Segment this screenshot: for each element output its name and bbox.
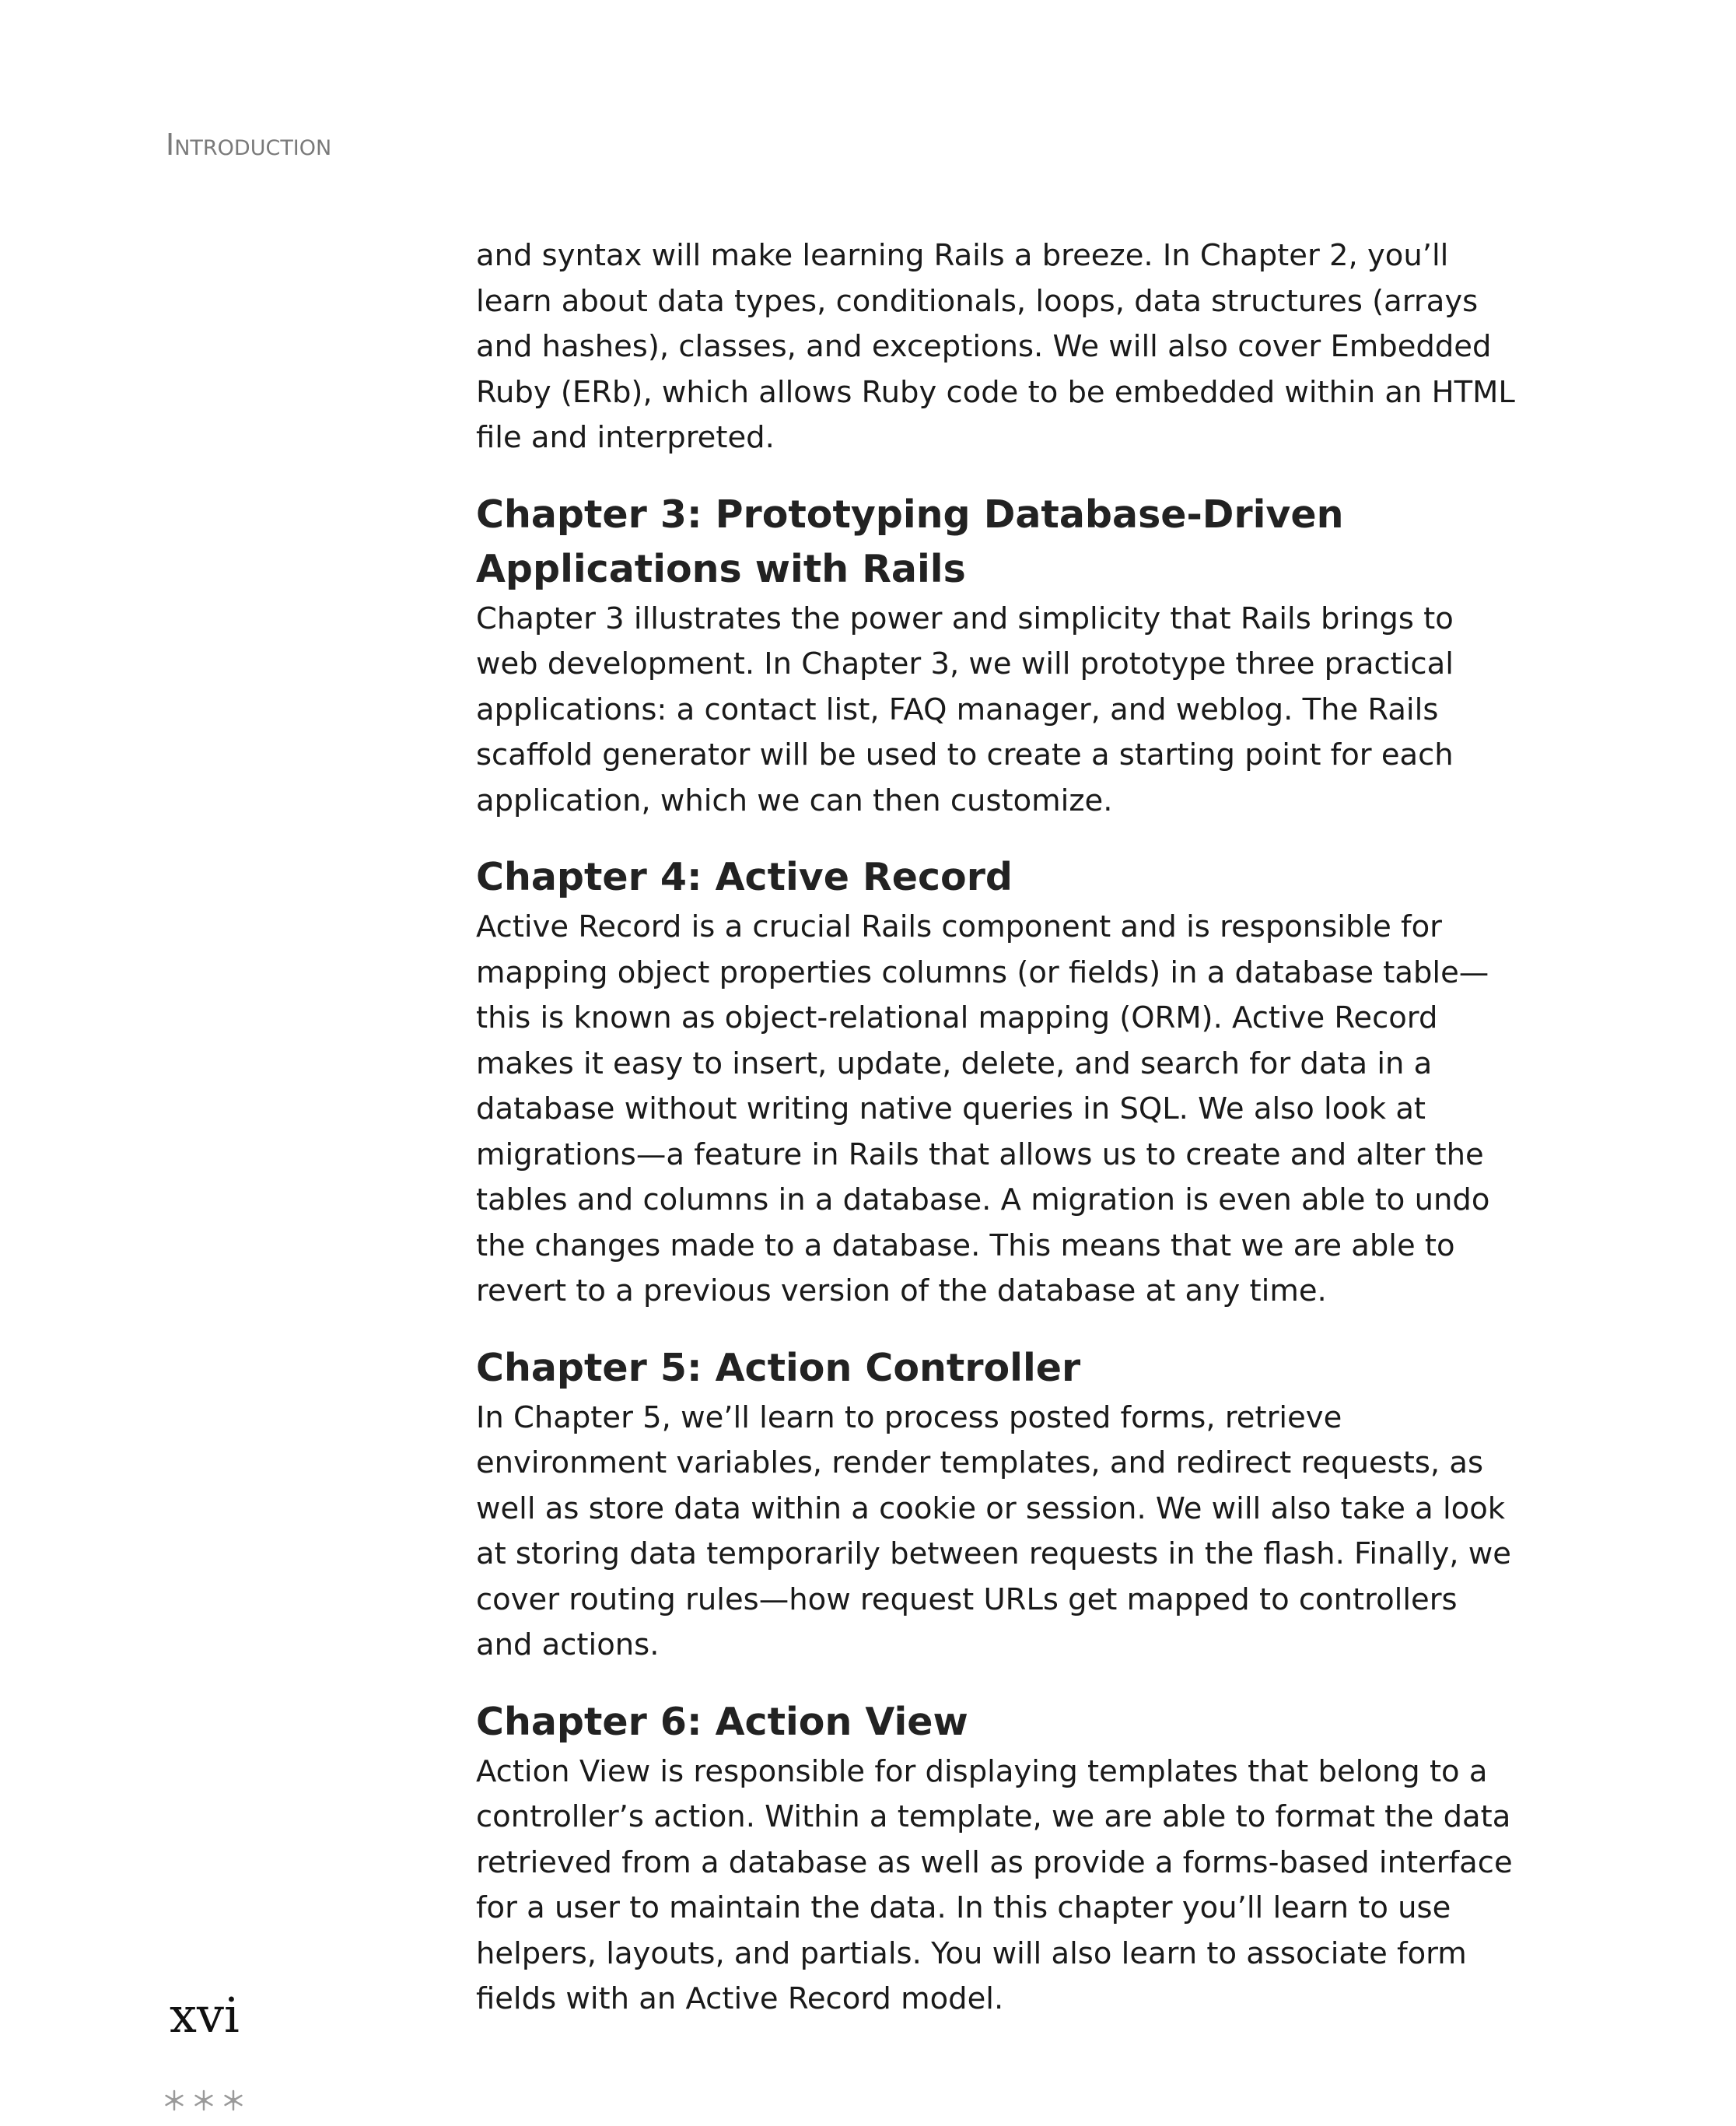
chapter-3-heading-line2: Applications with Rails xyxy=(476,546,966,591)
chapter-3-heading-line1: Chapter 3: Prototyping Database-Driven xyxy=(476,492,1344,537)
section-chapter-3 xyxy=(476,488,1518,825)
running-head: Introduction xyxy=(166,128,332,162)
page-content xyxy=(476,233,1518,2023)
ornament xyxy=(163,2089,244,2111)
chapter-5-body: In Chapter 5, we’ll learn to process posted forms, retrieve environment variables, render templates, and redirect requests, as well as store data within a cookie or session. We will also take a look at storing data temporarily between requests in the flash. Finally, we cover routing rules—how request URLs get mapped to controllers and actions. xyxy=(476,1399,1511,1662)
chapter-6-heading: Chapter 6: Action View xyxy=(476,1699,968,1744)
chapter-3-body: Chapter 3 illustrates the power and simplicity that Rails brings to web development. In Chapter 3, we will prototype three practical applications: a contact list, FAQ manager, and weblog. The Rails scaffold generator will be used to create a starting point for each application, which we can then customize. xyxy=(476,601,1454,818)
chapter-4-body: Active Record is a crucial Rails component and is responsible for mapping object properties columns (or fields) in a database table—this is known as object-relational mapping (ORM). Active Record makes it easy to insert, update, delete, and search for data in a database without writing native queries in SQL. We also look at migrations—a feature in Rails that allows us to create and alter the tables and columns in a database. A migration is even able to undo the changes made to a database. This means that we are able to revert to a previous version of the database at any time. xyxy=(476,909,1490,1308)
chapter-5-heading: Chapter 5: Action Controller xyxy=(476,1345,1081,1390)
snowflake-icon xyxy=(193,2089,215,2111)
chapter-6-body: Action View is responsible for displaying templates that belong to a controller’s action. Within a template, we are able to format the data retrieved from a database as well as provide a forms-based interface for a user to maintain the data. In this chapter you’ll learn to use helpers, layouts, and partials. You will also learn to associate form fields with an Active Record model. xyxy=(476,1753,1513,2016)
snowflake-icon xyxy=(222,2089,244,2111)
intro-paragraph: and syntax will make learning Rails a breeze. In Chapter 2, you’ll learn about data types, conditionals, loops, data structures (arrays and hashes), classes, and exceptions. We will also cover Embedded Ruby (ERb), which allows Ruby code to be embedded within an HTML file and interpreted. xyxy=(476,238,1515,455)
section-chapter-6 xyxy=(476,1695,1518,2023)
chapter-3-heading xyxy=(476,488,1518,597)
chapter-4-heading: Chapter 4: Active Record xyxy=(476,855,1013,899)
page-number: xvi xyxy=(170,1987,240,2044)
snowflake-icon xyxy=(163,2089,185,2111)
section-chapter-4 xyxy=(476,850,1518,1315)
section-chapter-5 xyxy=(476,1341,1518,1669)
